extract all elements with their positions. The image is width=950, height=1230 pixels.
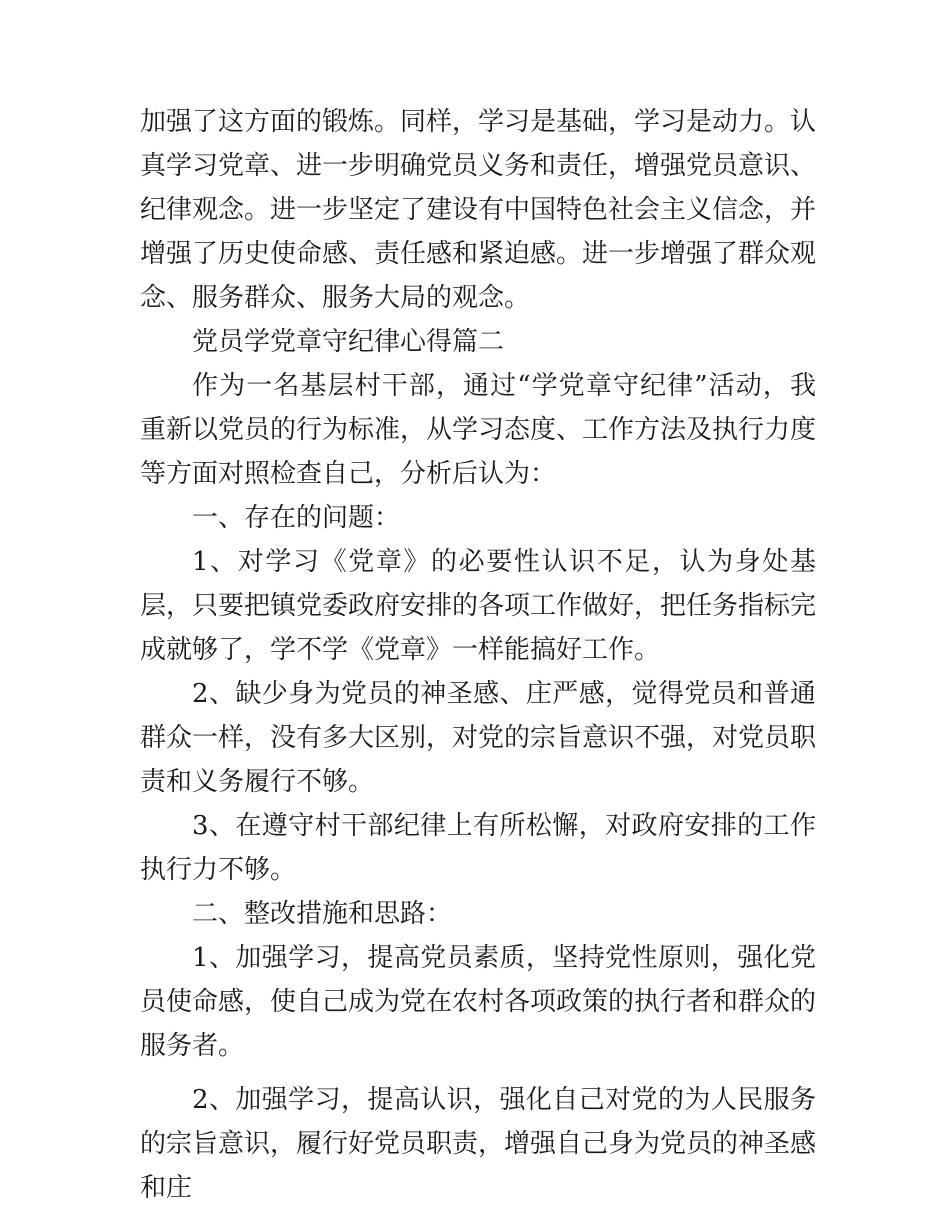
- paragraph-intro: 作为一名基层村干部，通过“学党章守纪律”活动，我重新以党员的行为标准，从学习态度、工作方法及执行力度等方面对照检查自己，分析后认为：: [140, 371, 817, 489]
- subheading-problems: 一、存在的问题：: [192, 503, 401, 533]
- problem-item-2: 2、缺少身为党员的神圣感、庄严感，觉得党员和普通群众一样，没有多大区别，对党的宗旨意识不强，对党员职责和义务履行不够。: [140, 679, 817, 797]
- problem-item-3: 3、在遵守村干部纪律上有所松懈，对政府安排的工作执行力不够。: [140, 811, 816, 885]
- measure-item-2: 2、加强学习，提高认识，强化自己对党的为人民服务的宗旨意识，履行好党员职责，增强自己身为党员的神圣感和庄: [140, 1085, 817, 1203]
- paragraph-continuation: 加强了这方面的锻炼。同样，学习是基础，学习是动力。认真学习党章、进一步明确党员义务和责任，增强党员意识、纪律观念。进一步坚定了建设有中国特色社会主义信念，并增强了历史使命感、责任感和紧迫感。进一步增强了群众观念、服务群众、服务大局的观念。: [140, 107, 817, 313]
- measure-item-1: 1、加强学习，提高党员素质，坚持党性原则，强化党员使命感，使自己成为党在农村各项政策的执行者和群众的服务者。: [140, 943, 817, 1061]
- problem-item-1: 1、对学习《党章》的必要性认识不足，认为身处基层，只要把镇党委政府安排的各项工作做好，把任务指标完成就够了，学不学《党章》一样能搞好工作。: [140, 547, 817, 665]
- section-heading: 党员学党章守纪律心得篇二: [192, 327, 505, 357]
- subheading-measures: 二、整改措施和思路：: [192, 899, 453, 929]
- document-body: [140, 100, 816, 1210]
